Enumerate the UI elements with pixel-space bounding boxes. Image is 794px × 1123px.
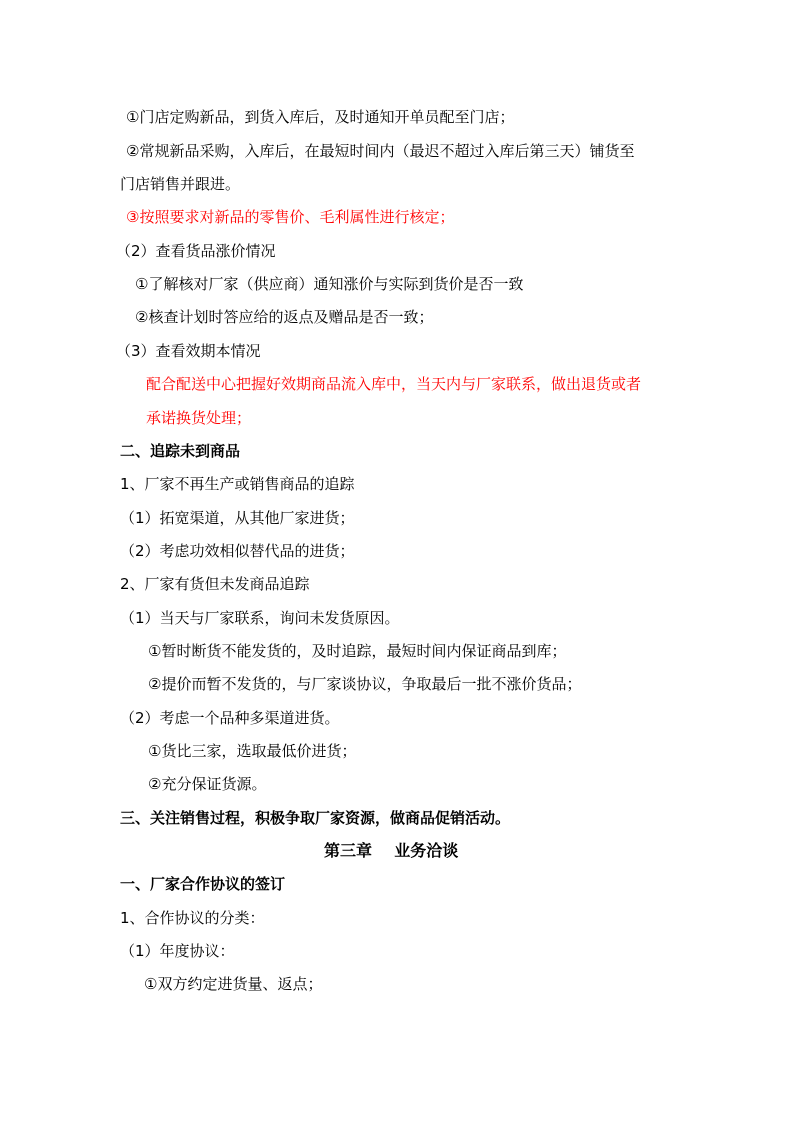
text-line: （3）查看效期本情况	[116, 342, 261, 360]
text-line: ②充分保证货源。	[148, 775, 267, 793]
highlighted-text-line: 配合配送中心把握好效期商品流入库中，当天内与厂家联系，做出退货或者	[146, 375, 642, 393]
section-heading: 一、厂家合作协议的签订	[120, 875, 286, 893]
text-line: ②提价而暂不发货的，与厂家谈协议，争取最后一批不涨价货品；	[148, 675, 582, 693]
highlighted-text-line: ③按照要求对新品的零售价、毛利属性进行核定；	[126, 208, 455, 226]
text-line: （1）年度协议：	[120, 942, 235, 960]
text-line: ②常规新品采购，入库后，在最短时间内（最迟不超过入库后第三天）铺货至	[126, 142, 635, 160]
text-line: （1）拓宽渠道，从其他厂家进货；	[120, 509, 355, 527]
chapter-title: 第三章 业务洽谈	[324, 841, 459, 860]
text-line: ①暂时断货不能发货的，及时追踪，最短时间内保证商品到库；	[148, 642, 567, 660]
text-line: （2）考虑一个品种多渠道进货。	[120, 709, 340, 727]
text-line: 门店销售并跟进。	[120, 175, 241, 193]
text-line: ①双方约定进货量、返点；	[144, 975, 323, 993]
text-line: 2、厂家有货但未发商品追踪	[120, 575, 310, 593]
text-line: （2）查看货品涨价情况	[116, 242, 276, 260]
text-line: 1、厂家不再生产或销售商品的追踪	[120, 475, 355, 493]
text-line: ①了解核对厂家（供应商）通知涨价与实际到货价是否一致	[135, 275, 524, 293]
text-line: （1）当天与厂家联系，询问未发货原因。	[120, 609, 400, 627]
text-line: 1、合作协议的分类：	[120, 909, 265, 927]
text-line: ①门店定购新品，到货入库后，及时通知开单员配至门店；	[126, 108, 515, 126]
highlighted-text-line: 承诺换货处理；	[146, 409, 252, 427]
text-line: ②核查计划时答应给的返点及赠品是否一致；	[135, 308, 434, 326]
text-line: （2）考虑功效相似替代品的进货；	[120, 542, 355, 560]
section-heading: 二、追踪未到商品	[120, 442, 241, 460]
text-line: ①货比三家，选取最低价进货；	[148, 742, 357, 760]
section-heading: 三、关注销售过程，积极争取厂家资源，做商品促销活动。	[120, 809, 511, 827]
